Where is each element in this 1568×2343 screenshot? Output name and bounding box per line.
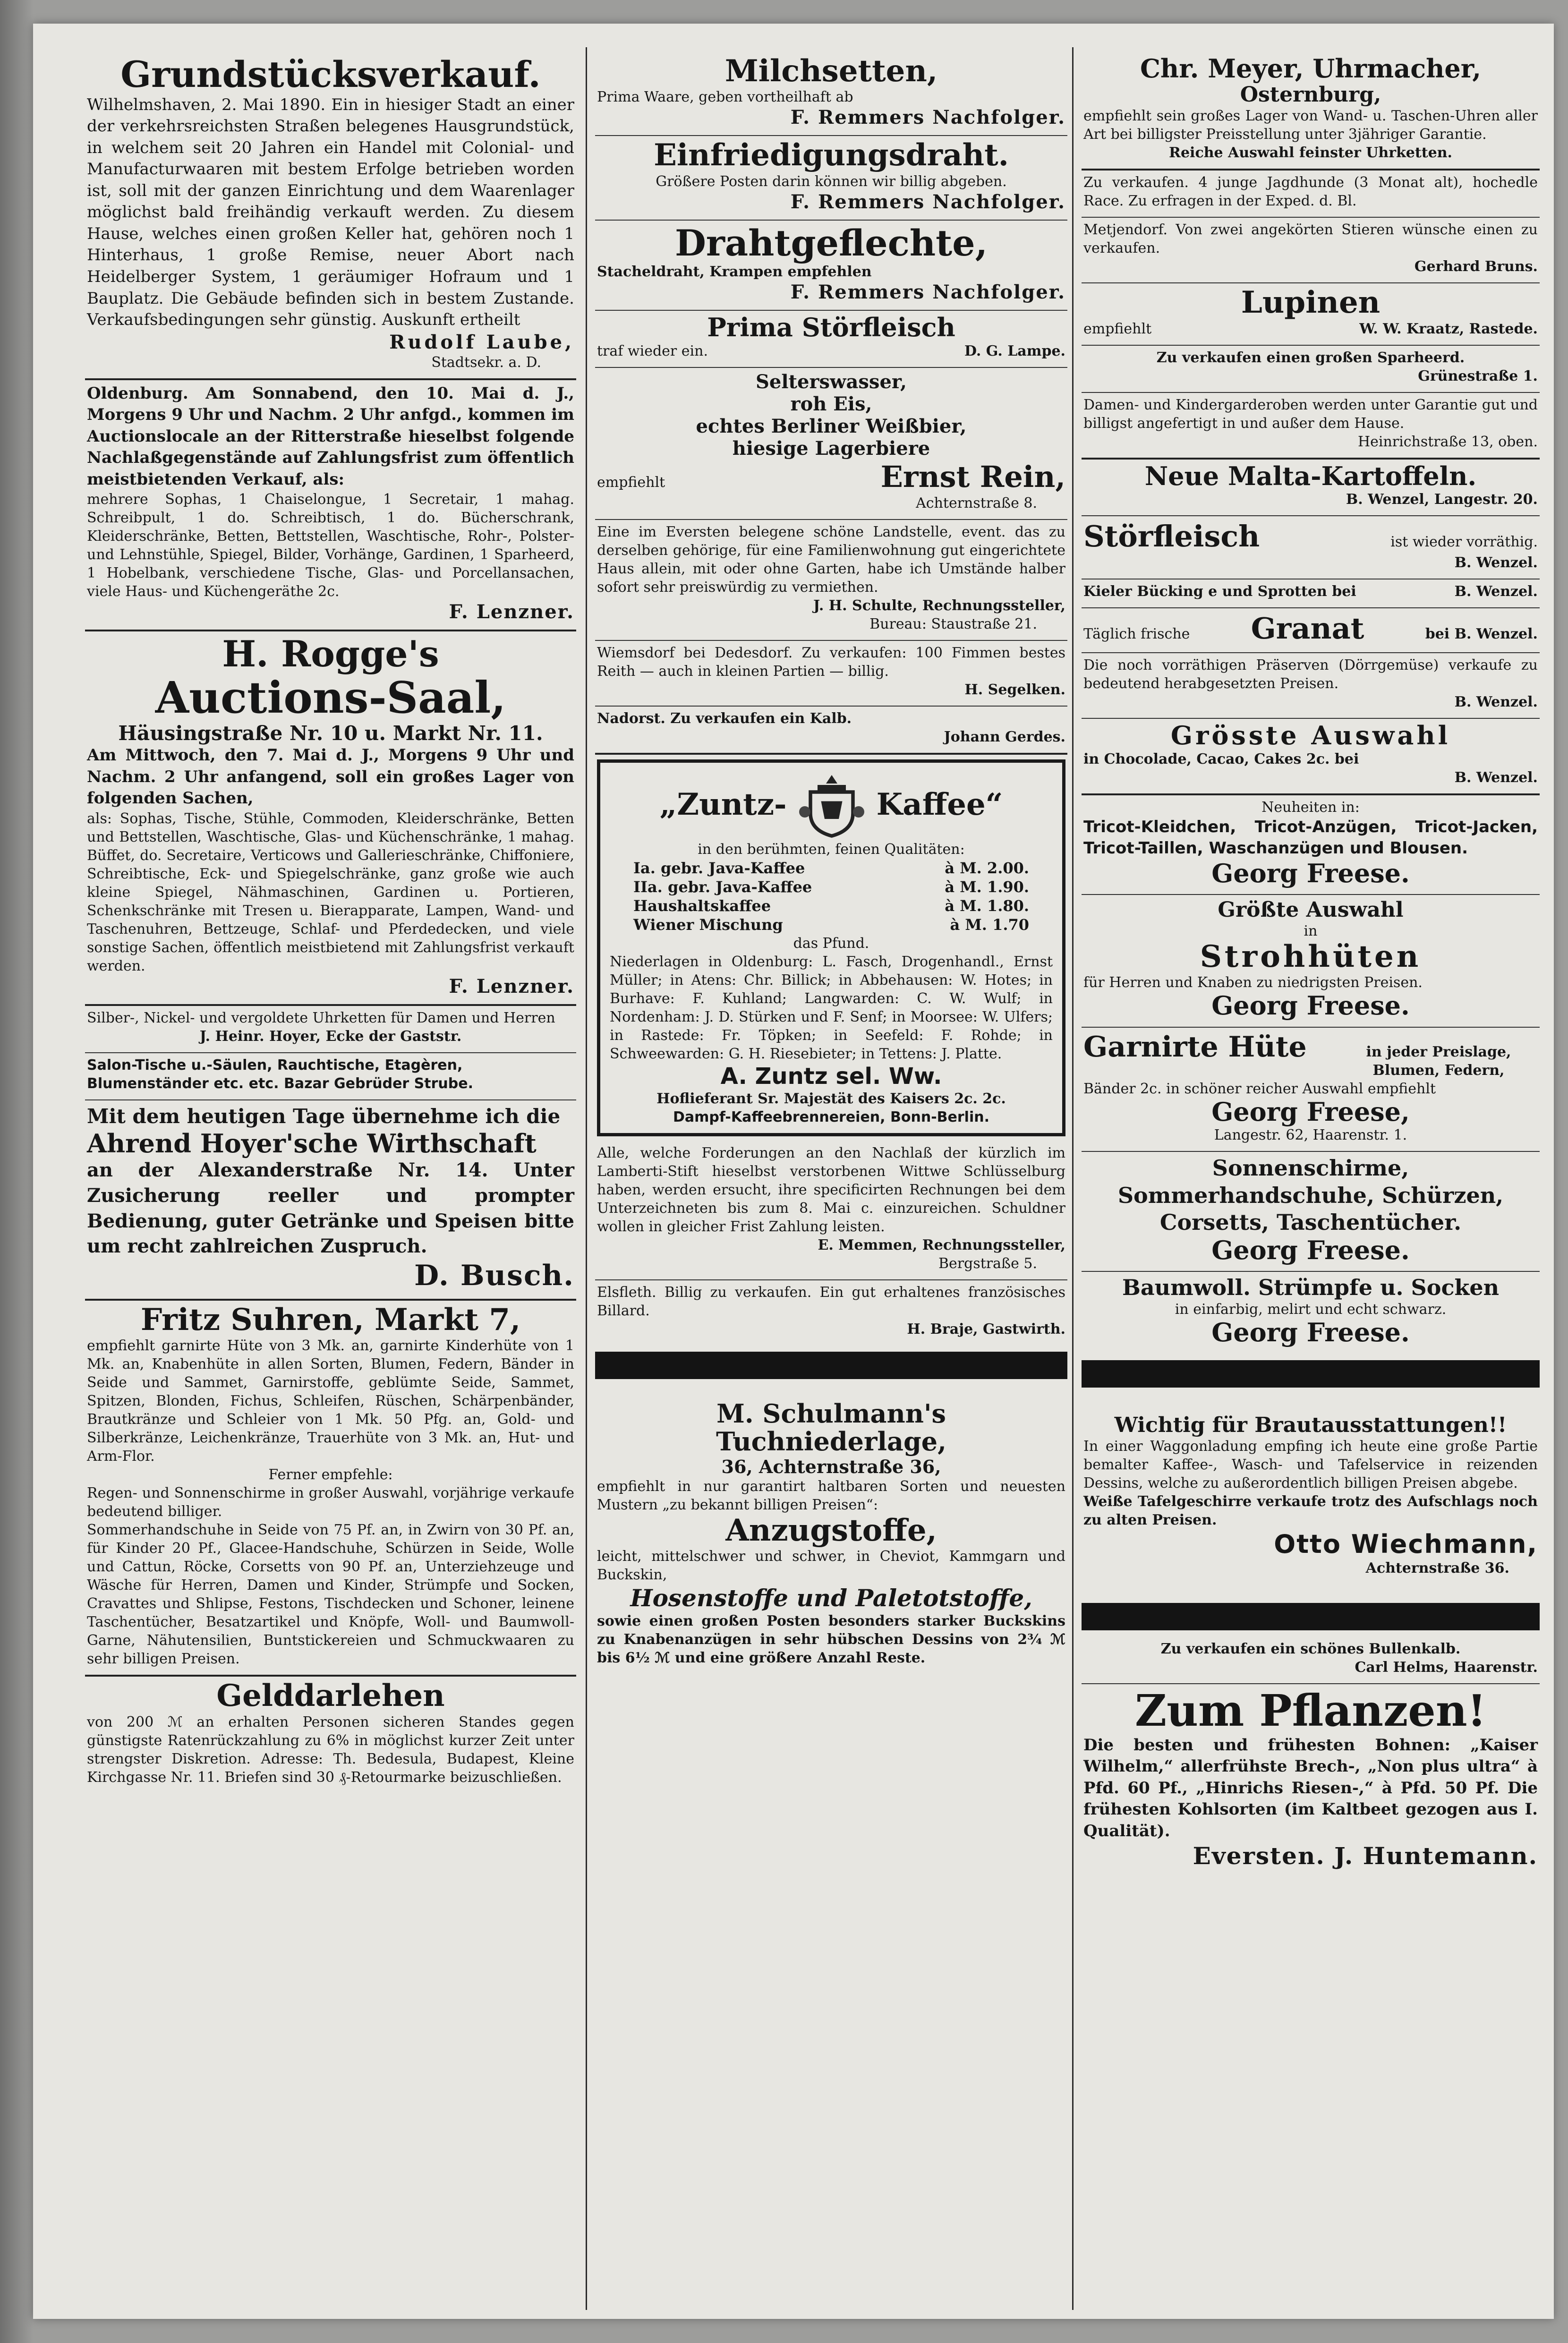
ad-line: Nadorst. Zu verkaufen ein Kalb. <box>597 710 852 727</box>
column-right <box>1082 52 1540 2315</box>
separator-bar <box>1082 1603 1540 1630</box>
ad-helms <box>1082 1637 1540 1684</box>
ad-groesste-auswahl <box>1082 719 1540 795</box>
ad-address: Bergstraße 5. <box>938 1255 1037 1272</box>
ad-line: in jeder Preislage, Blumen, Federn, <box>1366 1043 1511 1079</box>
price-item: Ia. gebr. Java-Kaffee <box>633 859 805 877</box>
ad-title: M. Schulmann's Tuchniederlage, <box>716 1398 946 1457</box>
ad-sonnenschirme <box>1082 1152 1540 1272</box>
ad-signature: D. Busch. <box>414 1259 574 1292</box>
ad-line: Ferner empfehle: <box>268 1466 393 1483</box>
price-item: Wiener Mischung <box>633 915 783 934</box>
ad-line: Kieler Bücking e und Sprotten bei <box>1083 583 1356 600</box>
ad-line: empfiehlt <box>597 474 665 491</box>
ad-body: Wiemsdorf bei Dedesdorf. Zu verkaufen: 100 Fimmen bestes Reith — auch in kleinen Partien — billig. <box>597 644 1065 680</box>
ad-signature: F. Lenzner. <box>449 975 574 997</box>
ad-address: Bureau: Staustraße 21. <box>869 615 1037 632</box>
ad-line: Mit dem heutigen Tage übernehme ich die <box>87 1104 561 1128</box>
ad-busch <box>85 1100 576 1301</box>
ad-line: Salon-Tische u.-Säulen, Rauchtische, Etagèren, <box>87 1056 463 1074</box>
ad-address: Häusingstraße Nr. 10 u. Markt Nr. 11. <box>118 722 543 745</box>
ad-signature: Johann Gerdes. <box>944 728 1065 745</box>
ad-signature: Ernst Rein, <box>880 459 1065 494</box>
ad-signature: A. Zuntz sel. Ww. <box>720 1063 942 1090</box>
ad-signature: F. Remmers Nachfolger. <box>790 106 1065 129</box>
ad-buecking <box>1082 579 1540 608</box>
ad-body: Wilhelmshaven, 2. Mai 1890. Ein in hiesiger Stadt an einer der verkehrsreichsten Straßen belegenes Hausgrundstück, in welchem seit 20 Jahren ein Handel mit Colonial- und Manufacturwaaren mit bestem Erfolge betrieben worden ist, soll mit der ganzen Einrichtung und dem Waarenlager möglichst bald freihändig verkauft werden. Zu diesem Hause, welches einen großen Keller hat, gehören noch 1 Hinterhaus, 1 große Remise, neuer Abort nach Heidelberger System, 1 geräumiger Hofraum und 1 Bauplatz. Die Gebäude befinden sich in bestem Zustande. Verkaufsbedingungen sehr günstig. Auskunft ertheilt <box>87 95 574 330</box>
ad-signature: J. H. Schulte, Rechnungssteller, <box>813 597 1065 614</box>
ad-address: 36, Achternstraße 36, <box>721 1456 941 1477</box>
ad-hoyer <box>85 1006 576 1053</box>
ad-title: Zum Pflanzen! <box>1134 1685 1487 1736</box>
ad-head: Oldenburg. Am Sonnabend, den 10. Mai d. J., Morgens 9 Uhr und Nachm. 2 Uhr anfgd., kommen im Auctionslocale an der Ritterstraße hieselbst folgende Nachlaßgegenstände auf Zahlungsfrist zum öffentlich meistbietenden Verkauf, als: <box>87 383 574 489</box>
ad-line: Reiche Auswahl feinster Uhrketten. <box>1169 145 1452 162</box>
ad-signature: F. Remmers Nachfolger. <box>790 190 1065 213</box>
ad-segelken <box>595 641 1067 707</box>
coat-of-arms-icon <box>796 769 867 840</box>
ad-title: Gelddarlehen <box>216 1678 445 1714</box>
price-row <box>610 896 1053 915</box>
ad-milchsetten <box>595 52 1067 136</box>
ad-signature: Gerhard Bruns. <box>1414 258 1538 275</box>
ad-strohhuete <box>1082 895 1540 1028</box>
ad-body: Sommerhandschuhe in Seide von 75 Pf. an, in Zwirn von 30 Pf. an, für Kinder 20 Pf., Glacee-Handschuhe, Schürzen in Seide, Wolle und Cattun, Röcke, Corsetts von 90 Pf. an, Unterziehzeuge und Wäsche für Herren, Damen und Kinder, Strümpfe und Socken, Cravattes und Shlipse, Festons, Tischdecken und Schoner, leinene Taschentücher, Besatzartikel und Knöpfe, Woll- und Baumwoll-Garne, Nähutensilien, Buntstickereien und Schmuckwaaren zu sehr billigen Preisen. <box>87 1522 574 1668</box>
ad-title: Milchsetten, <box>724 53 938 89</box>
ad-zuntz-kaffee <box>597 759 1065 1136</box>
price-item: IIa. gebr. Java-Kaffee <box>633 878 812 896</box>
ad-line: in einfarbig, melirt und echt schwarz. <box>1175 1301 1447 1318</box>
ad-title: Baumwoll. Strümpfe u. Socken <box>1122 1275 1500 1301</box>
ad-title: H. Rogge's <box>222 633 439 675</box>
ad-body: mehrere Sophas, 1 Chaiselongue, 1 Secretair, 1 mahag. Schreibpult, 1 do. Schreibtisch, 1 do. Bücherschrank, Kleiderschränke, Betten, Bettstellen, Waschtische, Rohr-, Polster- und Lehnstühle, Spiegel, Bilder, Vorhänge, Gardinen, 1 Sparheerd, 1 Hobelbank, verschiedene Tische, Glas- und Porcellansachen, viele Haus- und Küchengeräthe 2c. <box>87 491 574 600</box>
ad-title: Kaffee“ <box>876 786 1003 822</box>
ad-sparheerd <box>1082 346 1540 393</box>
ad-einfriedigung <box>595 136 1067 220</box>
ad-line: empfiehlt in nur garantirt haltbaren Sorten und neuesten Mustern „zu bekannt billigen Preisen“: <box>597 1478 1065 1513</box>
ad-line: für Herren und Knaben zu niedrigsten Preisen. <box>1083 974 1423 991</box>
ad-praeserven <box>1082 653 1540 719</box>
ad-signature: Georg Freese. <box>1211 990 1410 1021</box>
ad-drahtgeflechte <box>595 221 1067 311</box>
column-rule <box>586 47 587 2310</box>
ad-struempfe <box>1082 1272 1540 1353</box>
column-rule <box>1072 47 1074 2310</box>
ad-schulmann <box>595 1386 1067 1674</box>
ad-body: sowie einen großen Posten besonders starker Buckskins zu Knabenanzügen in sehr hübschen Dessins von 2¾ ℳ bis 6½ ℳ und eine größere Anzahl Reste. <box>597 1612 1065 1666</box>
ad-grundstueck <box>85 52 576 380</box>
ad-address: Langestr. 62, Haarenstr. 1. <box>1214 1127 1407 1144</box>
ad-garnirte-huete <box>1082 1028 1540 1152</box>
ad-signature: Eversten. J. Huntemann. <box>1193 1842 1538 1870</box>
ad-line: Täglich frische <box>1083 626 1190 643</box>
ad-body: empfiehlt garnirte Hüte von 3 Mk. an, garnirte Kinderhüte von 1 Mk. an, Knabenhüte in allen Sorten, Blumen, Federn, Bänder in Seide und Sammet, Garnirstoffe, geblümte Seide, Sammet, Spitzen, Blonden, Fichus, Schleifen, Rüschen, Schärpenbänder, Brautkränze und Schleier von 1 Mk. 50 Pfg. an, Gold- und Silberkränze, Leichenkränze, Trauerhüte von 3 Mk. an, Hut- und Arm-Flor. <box>87 1338 574 1465</box>
ad-title: Ahrend Hoyer'sche Wirthschaft <box>87 1128 537 1159</box>
ad-title: Strohhüten <box>1200 939 1422 975</box>
ad-title: Prima Störfleisch <box>707 312 955 343</box>
ad-signature: B. Wenzel. <box>1454 694 1538 711</box>
ad-title: Auctions-Saal, <box>155 672 506 723</box>
ad-address: Achternstraße 8. <box>916 494 1037 511</box>
ad-signature: F. Lenzner. <box>449 601 574 623</box>
ad-line: Weiße Tafelgeschirre verkaufe trotz des Aufschlags noch zu alten Preisen. <box>1083 1493 1538 1528</box>
ad-line: roh Eis, <box>790 392 872 415</box>
ad-line: in den berühmten, feinen Qualitäten: <box>698 841 965 858</box>
ad-tricot <box>1082 795 1540 895</box>
price-value: à M. 2.00. <box>945 859 1029 877</box>
ad-signature: Otto Wiechmann, <box>1274 1529 1538 1559</box>
ad-body: Regen- und Sonnenschirme in großer Auswahl, vorjährige verkaufe bedeutend billiger. <box>87 1485 574 1520</box>
ad-title: Neue Malta-Kartoffeln. <box>1144 460 1477 491</box>
ad-rein <box>595 368 1067 520</box>
ad-signature: H. Segelken. <box>964 681 1065 698</box>
ad-body: empfiehlt sein großes Lager von Wand- u. Taschen-Uhren aller Art bei billigster Preisstellung unter 3jähriger Garantie. <box>1083 108 1538 143</box>
ad-jagdhunde <box>1082 170 1540 218</box>
ad-body: Tricot-Kleidchen, Tricot-Anzügen, Tricot-Jacken, Tricot-Taillen, Waschanzügen und Blousen. <box>1083 817 1538 858</box>
price-item: Haushaltskaffee <box>633 896 771 915</box>
ad-line: das Pfund. <box>793 935 869 952</box>
ad-line: leicht, mittelschwer und schwer, in Cheviot, Kammgarn und Buckskin, <box>597 1548 1065 1583</box>
ad-signature: F. Remmers Nachfolger. <box>790 281 1065 304</box>
ad-signature: Carl Helms, Haarenstr. <box>1355 1659 1538 1676</box>
ad-signature: bei B. Wenzel. <box>1425 626 1538 643</box>
ad-body: Zu verkaufen. 4 junge Jagdhunde (3 Monat alt), hochedle Race. Zu erfragen in der Exped. d. Bl. <box>1083 174 1538 210</box>
ad-line: in Chocolade, Cacao, Cakes 2c. bei <box>1083 750 1359 767</box>
price-row <box>610 859 1053 878</box>
ad-line: Stacheldraht, Krampen empfehlen <box>597 264 872 281</box>
price-value: à M. 1.90. <box>945 878 1029 896</box>
ad-body: In einer Waggonladung empfing ich heute eine große Partie bemalter Kaffee-, Wasch- und Tafelservice in reizenden Dessins, welche zu außerordentlich billigen Preisen abgebe. <box>1083 1438 1538 1491</box>
ad-memmen <box>595 1141 1067 1280</box>
ad-meyer <box>1082 52 1540 170</box>
ad-title: Hosenstoffe und Paletotstoffe, <box>630 1584 1032 1612</box>
ad-address: Grünestraße 1. <box>1418 367 1538 384</box>
ad-pflanzen <box>1082 1684 1540 1877</box>
ad-line: echtes Berliner Weißbier, <box>696 415 967 437</box>
ad-title: Störfleisch <box>1083 519 1260 554</box>
ad-strube <box>85 1053 576 1100</box>
ad-signature: D. G. Lampe. <box>964 342 1065 359</box>
ad-signature: B. Wenzel. <box>1454 554 1538 571</box>
ad-stoerfleisch-wenzel <box>1082 516 1540 579</box>
ad-body: Niederlagen in Oldenburg: L. Fasch, Drogenhandl., Ernst Müller; in Atens: Chr. Billick; in Abbehausen: W. Hotes; in Burhave: F. Kuhland; Langwarden: C. W. Wulf; in Nordenham: J. D. Stürken und F. Senf; in Moorsee: W. Ulfers; in Rastede: Fr. Töpken; in Seefeld: F. Rohde; in Schweewarden: G. H. Riesebieter; in Tettens: J. Platte. <box>610 953 1053 1062</box>
ad-title: Drahtgeflechte, <box>674 222 988 264</box>
ad-stoerfleisch <box>595 311 1067 367</box>
ad-signature: Georg Freese, <box>1211 1096 1410 1127</box>
ad-head: Am Mittwoch, den 7. Mai d. J., Morgens 9 Uhr und Nachm. 2 Uhr anfangend, soll ein großes Lager von folgenden Sachen, <box>87 746 574 808</box>
ad-lupinen <box>1082 283 1540 345</box>
ad-line: in <box>1304 923 1318 940</box>
ad-wiechmann <box>1082 1394 1540 1584</box>
ad-bruns <box>1082 218 1540 283</box>
ad-malta <box>1082 460 1540 516</box>
ad-title: Wichtig für Brautausstattungen!! <box>1114 1413 1507 1437</box>
ad-line: Bänder 2c. in schöner reicher Auswahl empfiehlt <box>1083 1080 1436 1097</box>
ad-body: Die noch vorräthigen Präserven (Dörrgemüse) verkaufe zu bedeutend herabgesetzten Preisen. <box>1083 657 1538 692</box>
ad-line: Prima Waare, geben vortheilhaft ab <box>597 89 853 106</box>
ad-subtitle: Osternburg, <box>1240 83 1381 107</box>
column-middle <box>595 52 1067 2315</box>
ad-oldenburg-auction <box>85 380 576 632</box>
separator-bar <box>595 1352 1067 1379</box>
ad-signature: B. Wenzel. <box>1454 769 1538 786</box>
ad-signature: Georg Freese. <box>1211 858 1410 888</box>
ad-title: Anzugstoffe, <box>725 1512 937 1548</box>
ad-body: Damen- und Kindergarderoben werden unter Garantie gut und billigst angefertigt in und außer dem Hause. <box>1083 396 1538 432</box>
ad-schulte <box>595 520 1067 641</box>
ad-damen <box>1082 393 1540 460</box>
ad-line: Blumenständer etc. etc. Bazar Gebrüder Strube. <box>87 1075 473 1092</box>
ad-body: Die besten und frühesten Bohnen: „Kaiser Wilhelm,“ allerfrühste Brech-, „Non plus ultra“ à Pfd. 60 Pf., „Hinrichs Riesen-,“ à Pfd. 50 Pf. Die frühesten Kohlsorten (im Kaltbeet gezogen aus I. Qualität). <box>1083 1735 1538 1840</box>
ad-signature: J. Heinr. Hoyer, Ecke der Gaststr. <box>199 1028 462 1045</box>
ad-title: Grösste Auswahl <box>1170 720 1451 751</box>
ad-rogge <box>85 631 576 1005</box>
ad-suhren <box>85 1301 576 1677</box>
ad-title: Chr. Meyer, Uhrmacher, <box>1140 53 1482 84</box>
ad-body: an der Alexanderstraße Nr. 14. Unter Zusicherung reeller und prompter Bedienung, guter Getränke und Speisen bitte um recht zahlreichen Zuspruch. <box>87 1159 574 1258</box>
ad-title: „Zuntz- <box>659 786 787 822</box>
ad-signature-title: Stadtsekr. a. D. <box>431 354 541 371</box>
ad-body: Eine im Eversten belegene schöne Landstelle, event. das zu derselben gehörige, für eine Familienwohnung gut eingerichtete Haus allein, mit oder ohne Garten, habe ich Umstände halber sofort sehr preiswürdig zu vermiethen. <box>597 523 1065 596</box>
ad-title: Grundstücksverkauf. <box>120 53 541 95</box>
ad-title: Einfriedigungsdraht. <box>654 137 1009 173</box>
ad-title: Garnirte Hüte <box>1083 1030 1307 1064</box>
ad-gelddarlehen <box>85 1677 576 1793</box>
ad-body: Alle, welche Forderungen an den Nachlaß der kürzlich im Lamberti-Stift hieselbst verstorbenen Wittwe Schlüsselburg haben, werden ersucht, ihre specificirten Rechnungen bei dem Unterzeichneten bis zum 8. Mai c. einzureichen. Schuldner wollen in gleicher Frist Zahlung leisten. <box>597 1144 1065 1235</box>
column-left <box>85 52 576 2315</box>
ad-body: von 200 ℳ an erhalten Personen sicheren Standes gegen günstigste Ratenrückzahlung zu 6% in möglichst kurzer Zeit unter strengster Diskretion. Adresse: Th. Bedesula, Budapest, Kleine Kirchgasse Nr. 11. Briefen sind 30 ₰-Retourmarke beizuschließen. <box>87 1713 574 1786</box>
ad-body: Elsfleth. Billig zu verkaufen. Ein gut erhaltenes französisches Billard. <box>597 1284 1065 1319</box>
ad-title: Fritz Suhren, Markt 7, <box>140 1302 521 1338</box>
ad-signature: H. Braje, Gastwirth. <box>907 1321 1065 1338</box>
price-row <box>610 915 1053 934</box>
ad-line: hiesige Lagerbiere <box>732 437 930 460</box>
ad-line: Silber-, Nickel- und vergoldete Uhrketten für Damen und Herren <box>87 1009 555 1026</box>
separator-bar <box>1082 1360 1540 1388</box>
ad-granat <box>1082 608 1540 653</box>
price-value: à M. 1.70 <box>950 915 1029 934</box>
ad-gerdes <box>595 707 1067 755</box>
ad-signature: B. Wenzel. <box>1454 583 1538 600</box>
ad-signature: W. W. Kraatz, Rastede. <box>1359 320 1538 337</box>
ad-title: Granat <box>1251 611 1364 646</box>
price-value: à M. 1.80. <box>945 896 1029 915</box>
page-edge-shadow <box>0 0 33 2343</box>
ad-line: empfiehlt <box>1083 320 1152 337</box>
price-list <box>610 859 1053 934</box>
ad-braje <box>595 1280 1067 1345</box>
ad-signature: E. Memmen, Rechnungssteller, <box>818 1236 1065 1253</box>
ad-line: Neuheiten in: <box>1261 799 1360 816</box>
ad-signature: Georg Freese. <box>1211 1235 1410 1265</box>
ad-body: Sonnenschirme, Sommerhandschuhe, Schürzen, Corsetts, Taschentücher. <box>1117 1155 1504 1235</box>
ad-line: Größte Auswahl <box>1218 898 1404 922</box>
ad-line: Hoflieferant Sr. Majestät des Kaisers 2c. 2c. <box>656 1090 1006 1107</box>
ad-address: Heinrichstraße 13, oben. <box>1357 433 1538 450</box>
ad-line: Dampf-Kaffeebrennereien, Bonn-Berlin. <box>673 1108 989 1125</box>
ad-address: Achternstraße 36. <box>1365 1559 1509 1576</box>
ad-body: als: Sophas, Tische, Stühle, Commoden, Kleiderschränke, Betten und Bettstellen, Waschtische, Glas- und Küchenschränke, 1 mahag. Büffet, do. Secretaire, Verticows und Gallerieschränke, Chiffoniere, Schreibtische, Eck- und Spiegelschränke, ganz große wie auch kleine Spiegel, Nähmaschinen, Gardinen u. Portieren, Schenkschränke mit Tresen u. Bierapparate, Lampen, Wand- und Taschenuhren, Bettzeuge, Schlaf- und Pferdedecken, und viele sonstige Sachen, öffentlich meistbietend mit Zahlungsfrist verkauft werden. <box>87 810 574 974</box>
ad-line: traf wieder ein. <box>597 342 708 359</box>
ad-line: ist wieder vorräthig. <box>1390 534 1538 551</box>
ad-line: Zu verkaufen einen großen Sparheerd. <box>1156 349 1465 366</box>
price-row <box>610 878 1053 896</box>
ad-signature: Rudolf Laube, <box>389 331 574 353</box>
ad-line: Zu verkaufen ein schönes Bullenkalb. <box>1160 1640 1461 1657</box>
ad-line: Größere Posten darin können wir billig abgeben. <box>656 173 1007 190</box>
ad-line: Selterswasser, <box>756 370 907 393</box>
ad-body: Metjendorf. Von zwei angekörten Stieren wünsche einen zu verkaufen. <box>1083 222 1538 257</box>
ad-title: Lupinen <box>1241 285 1381 321</box>
ad-signature: B. Wenzel, Langestr. 20. <box>1346 491 1538 508</box>
ad-signature: Georg Freese. <box>1211 1317 1410 1348</box>
